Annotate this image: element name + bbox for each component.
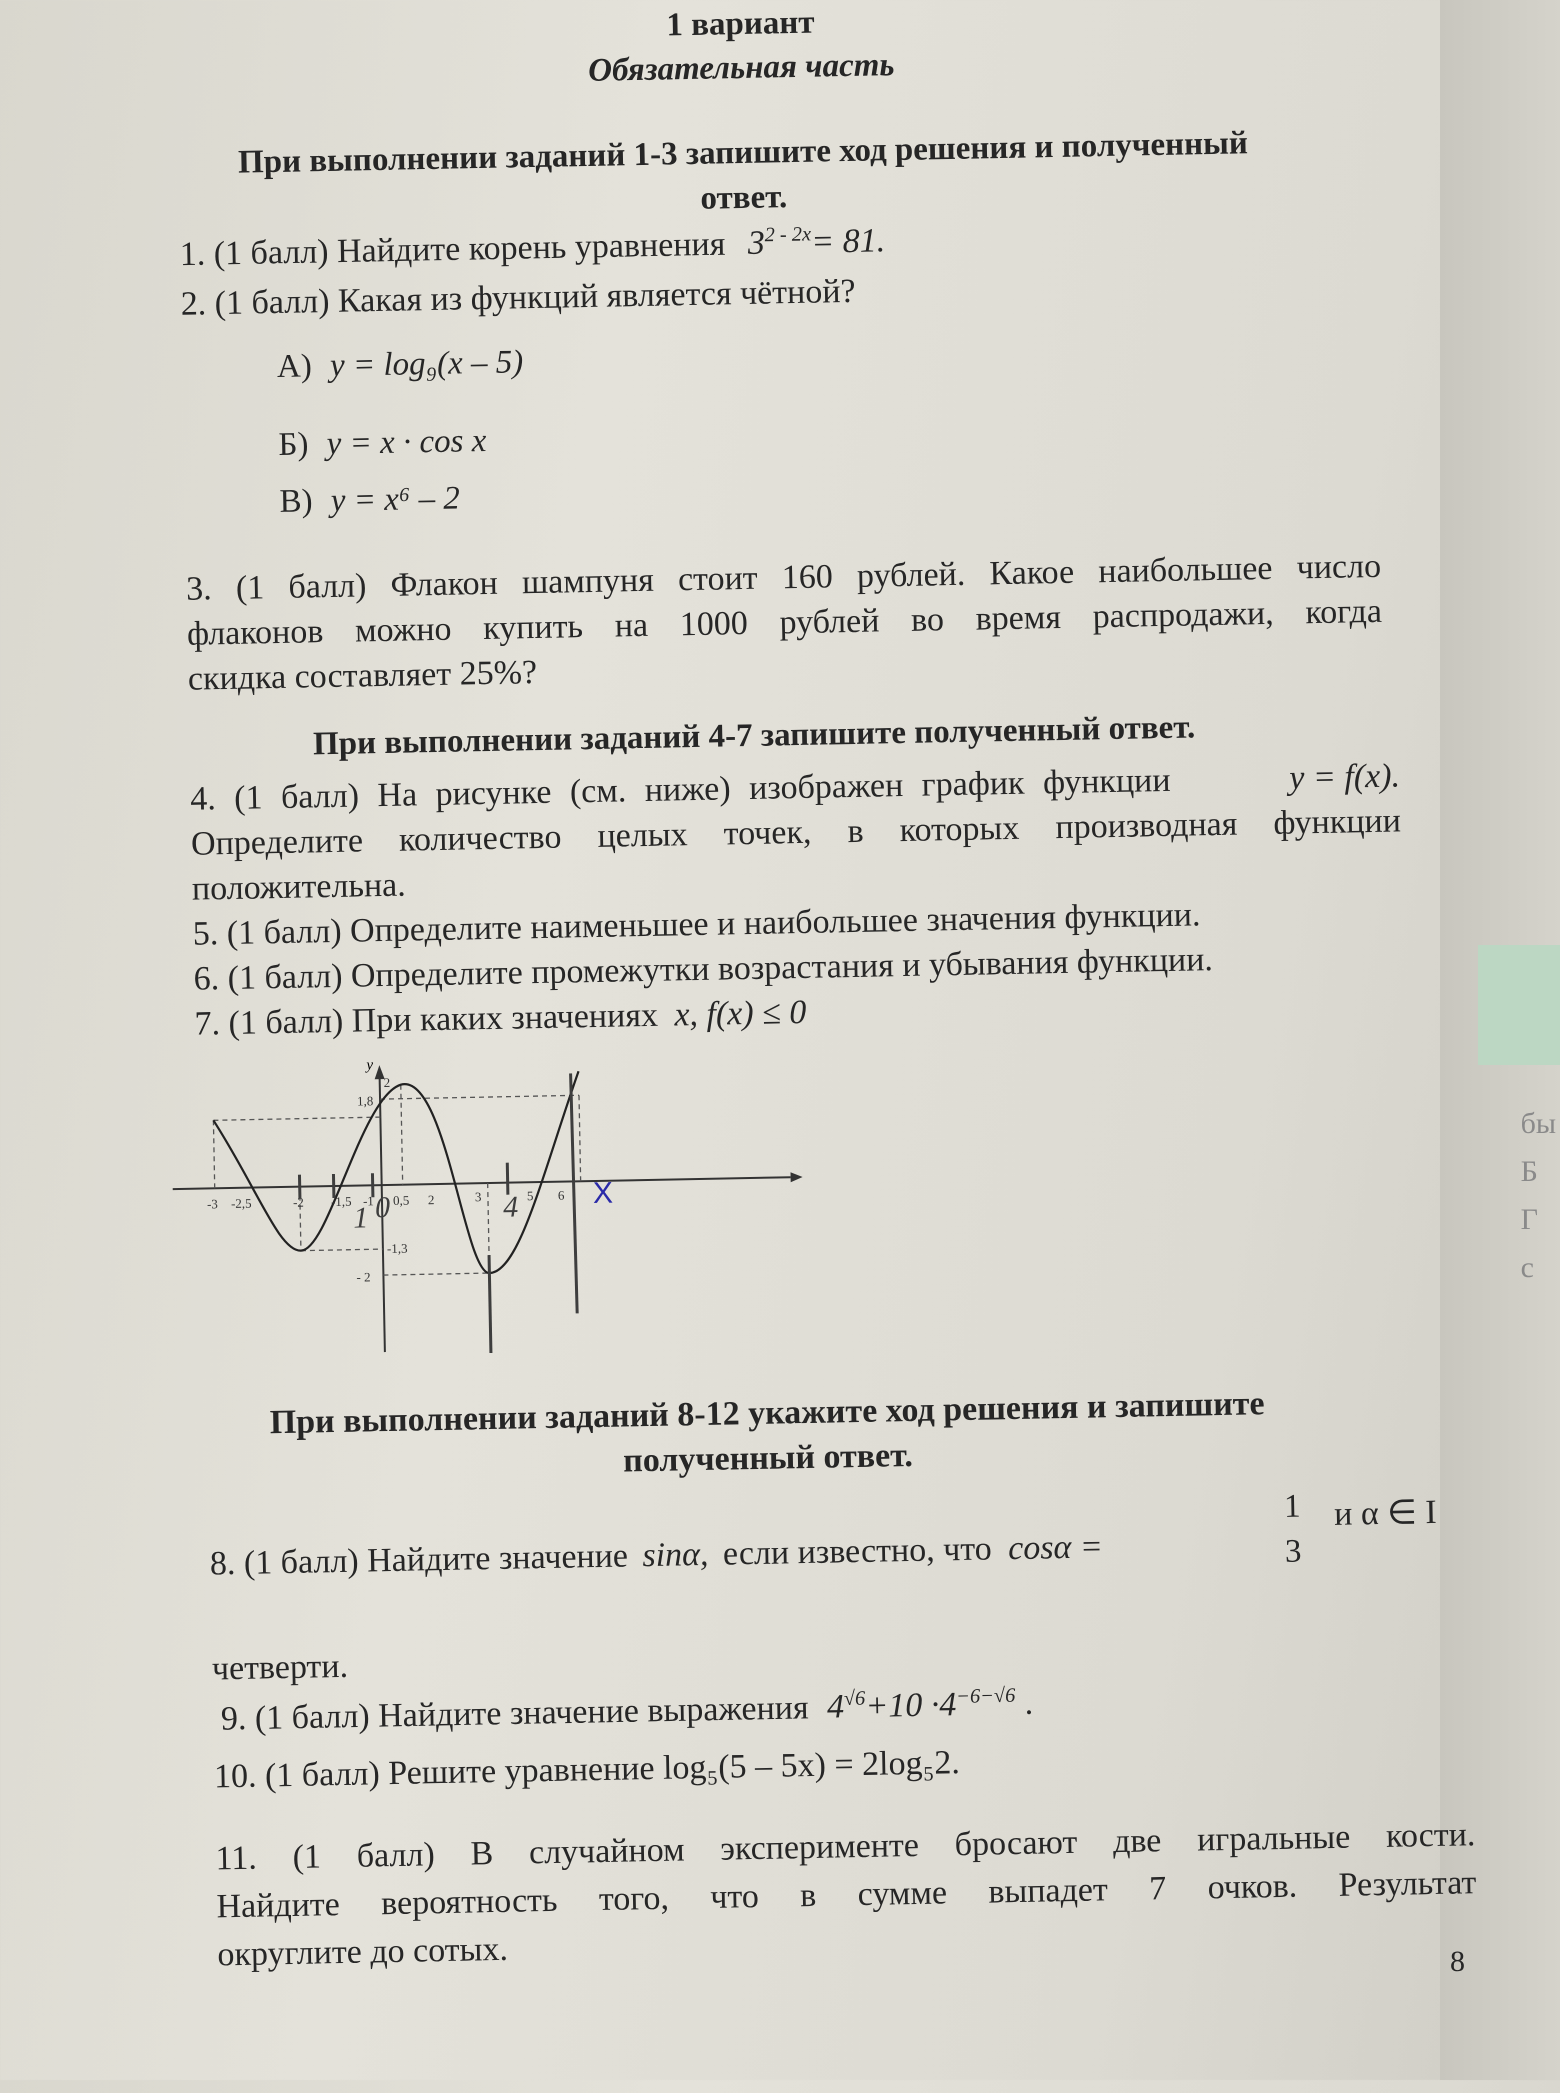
task-1: 1. (1 балл) Найдите корень уравнения $3^{2 - 2x}= 81$. xyxy=(179,222,885,274)
task-4-line-1: 4. (1 балл) На рисунке (см. ниже) изображен график функции y = f(x). xyxy=(190,757,1401,818)
task-6: 6. (1 балл) Определите промежутки возрастания и убывания функции. xyxy=(193,941,1213,999)
task-3-line-3: скидка составляет 25%? xyxy=(188,654,538,699)
variant-title: 1 вариант xyxy=(30,0,1450,57)
page-number: 8 xyxy=(1450,1945,1465,1979)
y-tick: -1,3 xyxy=(387,1241,408,1256)
task-7: 7. (1 балл) При каких значениях x, f(x) ≤ 0 xyxy=(194,994,806,1044)
task-8-line-1: 8. (1 балл) Найдите значение sinα, если известно, что cosα = xyxy=(210,1528,1104,1583)
x-axis-arrow xyxy=(791,1172,803,1182)
exam-page xyxy=(30,0,1490,2093)
task-2: 2. (1 балл) Какая из функций является чётной? xyxy=(180,273,856,324)
task-11-line-1: 11. (1 балл) В случайном эксперименте бросают две игральные кости. xyxy=(215,1816,1475,1878)
sticky-note xyxy=(1478,945,1560,1065)
task-11-line-2: Найдите вероятность того, что в сумме выпадет 7 очков. Результат xyxy=(216,1864,1476,1926)
handwritten-x: X xyxy=(593,1177,614,1210)
x-tick: 2 xyxy=(428,1192,435,1207)
section2-instruction: При выполнении заданий 4-7 запишите полученный ответ. xyxy=(44,704,1464,768)
task-5: 5. (1 балл) Определите наименьшее и наибольшее значения функции. xyxy=(192,896,1200,953)
task-8-fraction: 1 3 xyxy=(1284,1485,1302,1574)
task-3-line-1: 3. (1 балл) Флакон шампуня стоит 160 рублей. Какое наибольшее число xyxy=(186,548,1382,609)
handwritten-one: 1 xyxy=(353,1201,369,1234)
y-axis-label: y xyxy=(364,1057,373,1073)
task-9: 9. (1 балл) Найдите значение выражения $4^{√6}+10 \cdot 4^{-6-√6}$ . xyxy=(221,1685,1035,1739)
task-2-option-c: В) y = x⁶ – 2 xyxy=(279,480,460,520)
task-3-line-2: флаконов можно купить на 1000 рублей во время распродажи, когда xyxy=(187,593,1383,654)
x-tick: -3 xyxy=(207,1196,218,1211)
handwritten-zero: 0 xyxy=(375,1191,391,1224)
function-graph xyxy=(160,1049,806,1361)
y-tick: - 2 xyxy=(356,1269,370,1284)
task-8-line-2: четверти. xyxy=(212,1648,349,1689)
x-tick: 0,5 xyxy=(393,1193,410,1208)
x-tick: -1 xyxy=(363,1193,374,1208)
y-tick: 2 xyxy=(384,1075,391,1090)
y-tick: 1,8 xyxy=(357,1093,374,1108)
task-8-quarter: и α ∈ I xyxy=(1334,1492,1437,1534)
part-title: Обязательная часть xyxy=(31,36,1451,100)
x-tick: 6 xyxy=(558,1188,565,1203)
handwritten-marks xyxy=(298,1073,578,1356)
task-11-line-3: округлите до сотых. xyxy=(217,1931,508,1975)
task-1-equation: $3^{2 - 2x}= 81$. xyxy=(747,223,885,263)
task-2-option-a: А) y = log₉(x – 5) xyxy=(277,344,524,386)
x-tick: 3 xyxy=(475,1189,482,1204)
x-tick: -2,5 xyxy=(231,1196,252,1211)
task-10: 10. (1 балл) Решите уравнение log₅(5 – 5x) = 2log₅2. xyxy=(214,1744,961,1796)
handwritten-four: 4 xyxy=(503,1190,519,1223)
task-4-line-2: Определите количество целых точек, в которых производная функции xyxy=(191,802,1402,863)
section3-instruction: При выполнении заданий 8-12 укажите ход решения и запишите xyxy=(57,1381,1477,1446)
x-axis xyxy=(173,1177,791,1189)
x-tick: -2 xyxy=(293,1195,304,1210)
task-9-expression: $4^{√6}+10 \cdot 4^{-6-√6}$ . xyxy=(827,1685,1035,1726)
section1-instruction-end: ответ. xyxy=(34,166,1454,230)
x-tick: 5 xyxy=(527,1188,534,1203)
task-2-option-b: Б) y = x · cos x xyxy=(278,423,487,464)
margin-letters: бы Б Г с xyxy=(1521,1100,1556,1292)
task-4-line-3: положительна. xyxy=(192,867,406,909)
section1-instruction: При выполнении заданий 1-3 запишите ход решения и полученный xyxy=(33,121,1453,185)
x-tick: -1,5 xyxy=(331,1194,352,1209)
section3-instruction-end: полученный ответ. xyxy=(58,1426,1478,1491)
